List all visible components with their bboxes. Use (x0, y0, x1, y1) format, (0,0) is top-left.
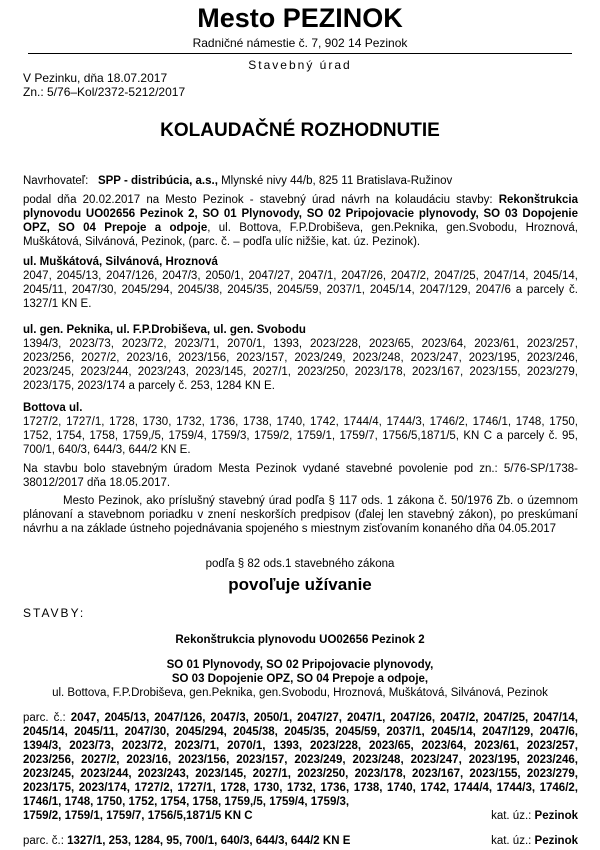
city-address: Radničné námestie č. 7, 902 14 Pezinok (192, 36, 408, 50)
decision-heading: povoľuje užívanie (228, 575, 372, 594)
reference-number: Zn.: 5/76–Kol/2372-5212/2017 (23, 85, 186, 99)
cadastral-value: Pezinok (534, 835, 578, 847)
street-group-title: Bottova ul. (23, 402, 83, 414)
street-group-parcels: 1394/3, 2023/73, 2023/72, 2023/71, 2070/1, 1393, 2023/228, 2023/65, 2023/64, 2023/61, 2023/257, 2023/256, 2027/2, 2023/16, 2023/156, 2023/157, 2023/249, 2023/248, 2023/247, 2023/195, 2023/246, 2023/245, 2023/244, 2023/243, 2023/145, 2027/1, 2023/250, 2023/178, 2023/167, 2023/155, 2023/279, 2023/175, 2023/174 a parcely č. 253, 1284 KN E. (23, 338, 578, 392)
office-name: Stavebný úrad (248, 58, 352, 72)
parcel-block-1 (23, 711, 578, 809)
applicant-label: Navrhovateľ: (23, 175, 89, 187)
applicant-line (23, 174, 578, 188)
intro-construction: Rekonštrukcia plynovodu UO02656 Pezinok 2, SO 01 Plynovody, SO 02 Pripojovacie plynovody, SO 03 Dopojenie OPZ, SO 04 Prepoje a odpoje (23, 194, 578, 234)
cadastral-area (491, 809, 578, 823)
street-group-parcels: 1727/2, 1727/1, 1728, 1730, 1732, 1736, 1738, 1740, 1742, 1744/4, 1744/3, 1746/2, 1746/1, 1748, 1750, 1752, 1754, 1758, 1759,/5, 1759/4, 1759/3, 1759/2, 1759/1, 1759/7, 1756/5,1871/5, KN C a parcely č. 95, 700/1, 640/3, 644/3, 644/2 KN E. (23, 416, 578, 456)
parcel-numbers: 1327/1, 253, 1284, 95, 700/1, 640/3, 644/3, 644/2 KN E (67, 835, 351, 847)
legal-basis: podľa § 82 ods.1 stavebného zákona (205, 558, 395, 570)
parcel-label: parc. č.: (23, 712, 71, 724)
construction-objects-2: SO 03 Dopojenie OPZ, SO 04 Prepoje a odpoje, (171, 673, 429, 685)
intro-text: podal dňa 20.02.2017 na Mesto Pezinok - stavebný úrad návrh na kolaudáciu stavby: (23, 194, 499, 206)
street-group-title: ul. Muškátová, Silvánová, Hroznová (23, 256, 218, 268)
city-title: Mesto PEZINOK (197, 3, 403, 33)
intro-paragraph (23, 193, 578, 249)
applicant-name: SPP - distribúcia, a.s., (97, 175, 218, 187)
parcel-numbers: 2047, 2045/13, 2047/126, 2047/3, 2050/1, 2047/27, 2047/1, 2047/26, 2047/2, 2047/25, 2047/14, 2045/14, 2045/11, 2047/30, 2045/294, 2045/38, 2045/35, 2045/59, 2037/1, 2045/14, 2047/129, 2047/6, 1394/3, 2023/73, 2023/72, 2023/71, 2070/1, 1393, 2023/228, 2023/65, 2023/64, 2023/61, 2023/257, 2023/256, 2027/2, 2023/16, 2023/156, 2023/157, 2023/249, 2023/248, 2023/247, 2023/195, 2023/246, 2023/245, 2023/244, 2023/243, 2023/145, 2027/1, 2023/250, 2023/178, 2023/167, 2023/155, 2023/279, 2023/175, 2023/174, 1727/2, 1727/1, 1728, 1730, 1732, 1736, 1738, 1740, 1742, 1744/4, 1744/3, 1746/2, 1746/1, 1748, 1750, 1752, 1754, 1758, 1759,/5, 1759/4, 1759/3, (23, 712, 578, 808)
construction-title: Rekonštrukcia plynovodu UO02656 Pezinok 2 (175, 634, 425, 646)
street-group-title: ul. gen. Peknika, ul. F.P.Drobiševa, ul. gen. Svobodu (23, 324, 306, 336)
construction-streets: ul. Bottova, F.P.Drobiševa, gen.Peknika, gen.Svobodu, Hroznová, Muškátová, Silvánová, Pezinok (52, 687, 548, 699)
parcel-numbers-last: 1759/2, 1759/1, 1759/7, 1756/5,1871/5 KN C (23, 810, 253, 822)
cadastral-value: Pezinok (534, 810, 578, 822)
construction-objects-1: SO 01 Plynovody, SO 02 Pripojovacie plynovody, (166, 659, 434, 671)
cadastral-label: kat. úz.: (491, 835, 535, 847)
document-title: KOLAUDAČNÉ ROZHODNUTIE (160, 120, 440, 141)
parcel-block-2 (23, 834, 578, 848)
building-permit-paragraph: Na stavbu bolo stavebným úradom Mesta Pezinok vydané stavebné povolenie pod zn.: 5/76-SP/1738-38012/2017 dňa 18.05.2017. (23, 463, 578, 489)
header-divider (28, 53, 572, 54)
intro-streets: , ul. Bottova, F.P.Drobiševa, gen.Peknika, gen.Svobodu, Hroznová, Muškátová, Silvánová, Pezinok, (parc. č. – podľa ulíc nižšie, kat. úz. Pezinok). (23, 222, 578, 248)
stavby-label: STAVBY: (23, 606, 86, 620)
place-date: V Pezinku, dňa 18.07.2017 (23, 71, 168, 85)
street-group-parcels: 2047, 2045/13, 2047/126, 2047/3, 2050/1, 2047/27, 2047/1, 2047/26, 2047/2, 2047/25, 2047/14, 2045/14, 2045/11, 2047/30, 2045/294, 2045/38, 2045/35, 2045/59, 2037/1, 2045/14, 2047/129, 2047/6 a parcely č. 1327/1 KN E. (23, 270, 578, 310)
applicant-address: Mlynské nivy 44/b, 825 11 Bratislava-Ružinov (217, 175, 453, 187)
authority-paragraph: Mesto Pezinok, ako príslušný stavebný úrad podľa § 117 ods. 1 zákona č. 50/1976 Zb. o územnom plánovaní a stavebnom poriadku v znení neskorších predpisov (ďalej len stavebný zákon), po preskúmaní návrhu a na základe ústneho pojednávania spojeného s miestnym zisťovaním konaného dňa 04.05.2017 (23, 495, 578, 535)
cadastral-label: kat. úz.: (491, 810, 535, 822)
parcel-label: parc. č.: (23, 835, 68, 847)
parcel-line-2 (23, 834, 350, 848)
parcel-block-1-last-line (23, 809, 578, 823)
cadastral-area (491, 834, 578, 848)
